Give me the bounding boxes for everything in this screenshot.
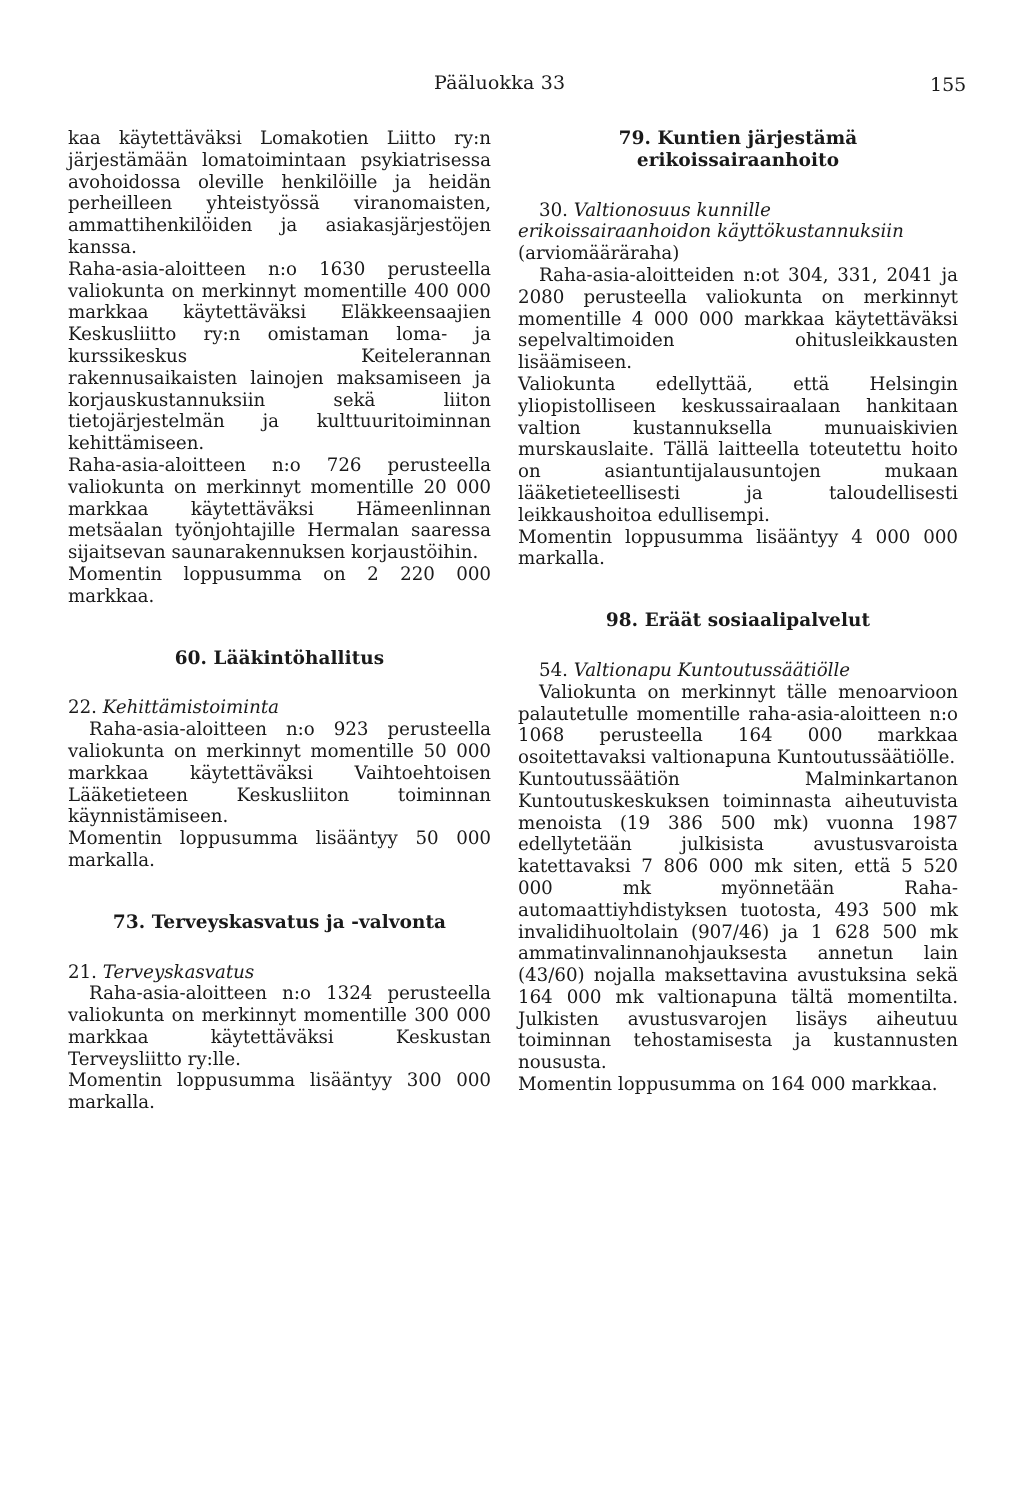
item-title-21: [68, 962, 491, 984]
running-head: Pääluokka 33: [434, 72, 566, 94]
item-title-suffix: (arviomääräraha): [518, 243, 680, 265]
paragraph: Valiokunta edellyttää, että Helsingin yliopistolliseen keskussairaalaan hankitaan valtion kustannuksella munuaiskivien murskauslaite. Tällä laitteella toteutettu hoito on asiantuntijalausuntojen mukaan lääketieteellisesti ja taloudellisesti leikkaushoitoa edullisempi.: [518, 373, 958, 526]
spacer: [518, 570, 958, 610]
paragraph: kaa käytettäväksi Lomakotien Liitto ry:n järjestämään lomatoimintaan psykiatrisessa avohoidossa oleville henkilöille ja heidän perheilleen yhteistyössä viranomaisten, ammattihenkilöiden ja asiakasjärjestöjen kanssa.: [68, 128, 491, 258]
paragraph: Raha-asia-aloitteen n:o 1630 perusteella valiokunta on merkinnyt momentille 400 000 markkaa käytettäväksi Eläkkeensaajien Keskusliitto ry:n omistaman loma- ja kurssikeskus Keitelerannan rakennusaikaisten lainojen maksamiseen ja korjauskustannuksiin sekä liiton tietojärjestelmän ja kulttuuritoiminnan kehittämiseen.: [68, 258, 491, 455]
paragraph: Raha-asia-aloitteen n:o 726 perusteella valiokunta on merkinnyt momentille 20 000 markkaa käytettäväksi Hämeenlinnan metsäalan työnjohtajille Hermalan saaressa sijaitsevan saunarakennuksen korjaustöihin.: [68, 454, 491, 564]
section-heading-60: 60. Lääkintöhallitus: [174, 647, 385, 669]
paragraph: Valiokunta on merkinnyt tälle menoarvioon palautetulle momentille raha-asia-aloitteen n:o 1068 perusteella 164 000 markkaa osoitettavaksi valtionapuna Kuntoutussäätiölle.: [518, 681, 958, 769]
item-title-22: [68, 697, 491, 719]
paragraph: Momentin loppusumma lisääntyy 50 000 markalla.: [68, 828, 491, 871]
item-title-text: Valtionosuus kunnille erikoissairaanhoidon käyttökustannuksiin: [518, 199, 904, 243]
left-column: [68, 128, 491, 1114]
paragraph: Momentin loppusumma on 164 000 markkaa.: [518, 1074, 938, 1096]
paragraph: Kuntoutussäätiön Malminkartanon Kuntoutuskeskuksen toiminnasta aiheutuvista menoista (19 386 500 mk) vuonna 1987 edellytetään julkisista avustusvaroista katettavaksi 7 806 000 mk siten, että 5 520 000 mk myönnetään Raha-automaattiyhdistyksen tuotosta, 493 500 mk invalidihuoltolain (907/46) ja 1 628 500 mk ammatinvalinnanohjauksesta annetun lain (43/60) nojalla maksettavina avustuksina sekä 164 000 mk valtionapuna tältä momentilta. Julkisten avustusvarojen lisäys aiheutuu toiminnan tehostamisesta ja kustannusten noususta.: [518, 768, 958, 1074]
page-number: 155: [930, 74, 967, 96]
paragraph: Raha-asia-aloitteen n:o 923 perusteella valiokunta on merkinnyt momentille 50 000 markkaa käytettäväksi Vaihtoehtoisen Lääketieteen Keskusliiton toiminnan käynnistämiseen.: [68, 719, 491, 828]
spacer: [68, 872, 491, 912]
spacer: [518, 172, 958, 200]
spacer: [68, 608, 491, 648]
paragraph: Momentin loppusumma lisääntyy 300 000 markalla.: [68, 1070, 491, 1114]
item-number: 54.: [539, 659, 568, 681]
right-column: [518, 128, 958, 1096]
item-title-text: Valtionapu Kuntoutussäätiölle: [573, 659, 851, 681]
paragraph: Raha-asia-aloitteen n:o 1324 perusteella valiokunta on merkinnyt momentille 300 000 markkaa käytettäväksi Keskustan Terveysliitto ry:lle.: [68, 983, 491, 1070]
section-heading-98: 98. Eräät sosiaalipalvelut: [605, 610, 871, 632]
section-heading-79: 79. Kuntien järjestämä erikoissairaanhoito: [618, 128, 858, 171]
item-title-30: [518, 200, 958, 265]
item-title-54: [518, 660, 958, 682]
section-heading-73: 73. Terveyskasvatus ja -valvonta: [112, 911, 447, 933]
paragraph: Momentin loppusumma on 2 220 000 markkaa.: [68, 563, 491, 607]
paragraph: Momentin loppusumma lisääntyy 4 000 000 markalla.: [518, 526, 958, 570]
item-title-text: Terveyskasvatus: [102, 961, 255, 983]
spacer: [68, 669, 491, 697]
item-number: 22.: [68, 697, 97, 719]
spacer: [518, 632, 958, 660]
item-number: 21.: [68, 961, 97, 983]
paragraph: Raha-asia-aloitteiden n:ot 304, 331, 2041 ja 2080 perusteella valiokunta on merkinnyt momentille 4 000 000 markkaa käytettäväksi sepelvaltimoiden ohitusleikkausten lisäämiseen.: [518, 264, 958, 374]
item-number: 30.: [539, 199, 568, 221]
spacer: [68, 934, 491, 962]
item-title-text: Kehittämistoiminta: [102, 697, 279, 719]
